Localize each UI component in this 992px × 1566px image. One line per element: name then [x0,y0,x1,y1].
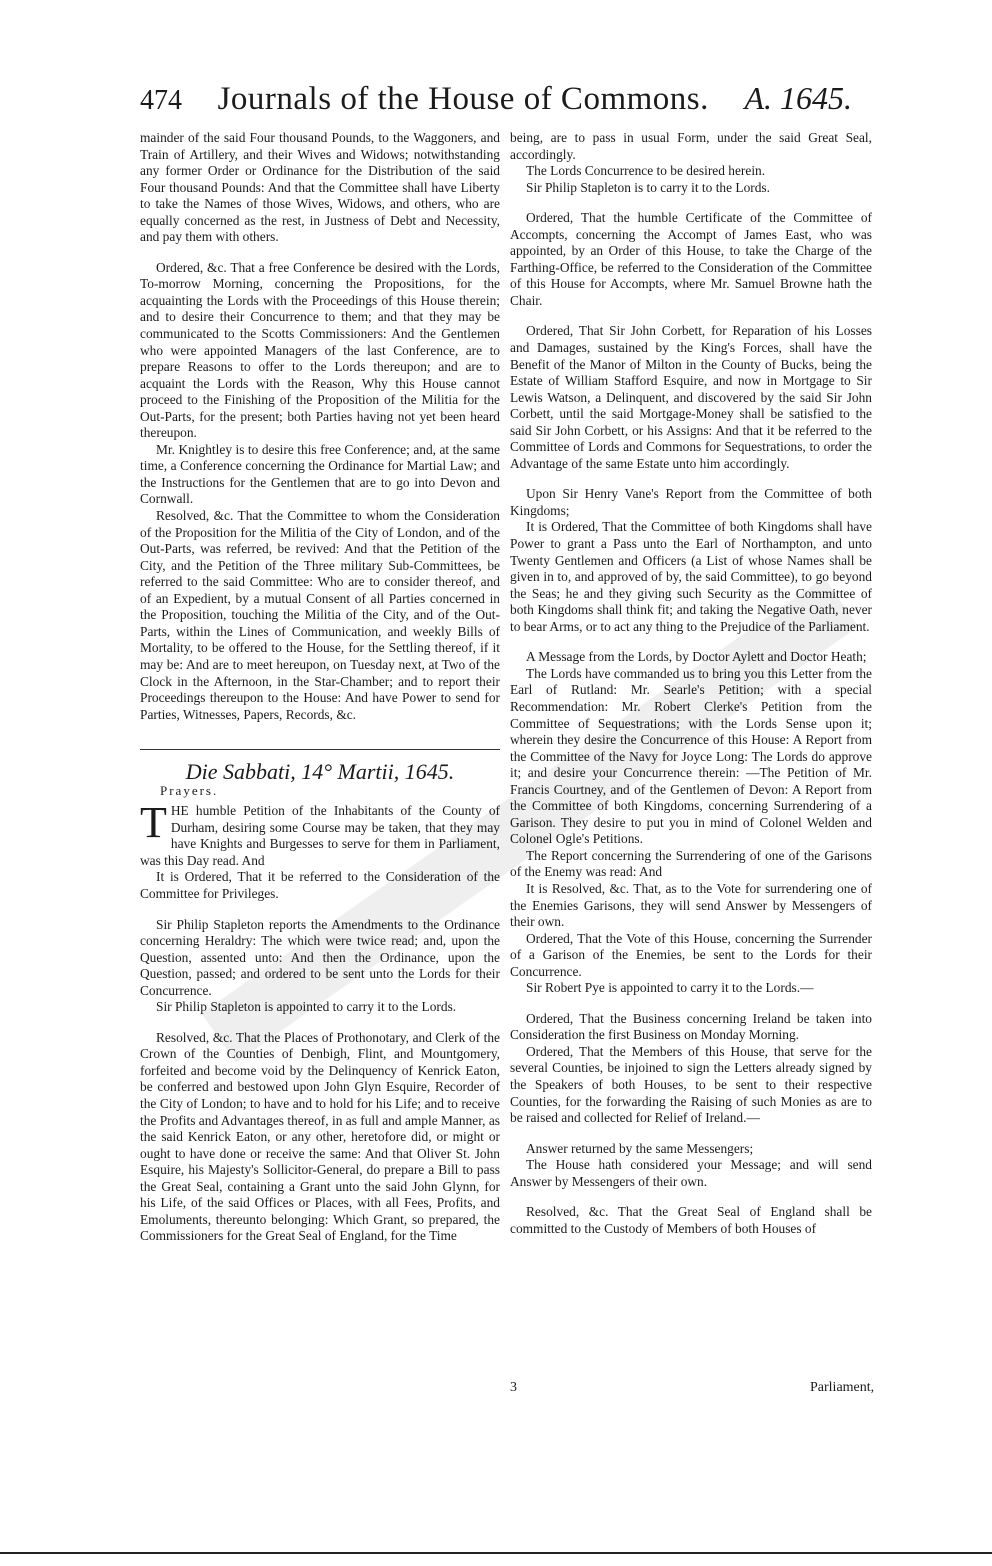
page-bottom-rule [0,1552,992,1554]
paragraph: Ordered, That the Business concerning Ireland be taken into Consideration the first Business on Monday Morning. [510,1010,872,1043]
paragraph: mainder of the said Four thousand Pounds, to the Waggoners, and Train of Artillery, and their Wives and Widows; notwithstanding any former Order or Ordinance for the Distribution of the said Four thousand Pounds: And that the Committee shall have Liberty to take the Names of those Wives, Widows, and others, who are equally concerned as the rest, in Justness of Debt and Necessity, and pay them with others. [140,130,500,245]
paragraph: The Report concerning the Surrendering of one of the Garisons of the Enemy was read: And [510,847,872,880]
paragraph: Answer returned by the same Messengers; [526,1140,754,1156]
paragraph: Sir Philip Stapleton is appointed to carry it to the Lords. [156,999,457,1015]
paragraph: The House hath considered your Message; and will send Answer by Messengers of their own. [510,1157,872,1189]
paragraph: Ordered, That the Members of this House, that serve for the several Counties, be injoined to sign the Letters already signed by the Speakers of both Houses, to be sent to their respective Counties, for the forwarding the Raising of such Monies as are to be raised and collected for Relief of Ireland.— [510,1043,872,1126]
paragraph: Sir Philip Stapleton reports the Amendments to the Ordinance concerning Heraldry: The which were twice read; and, upon the Question, assented unto: And then the Ordinance, upon the Question, passed; and ordered to be sent unto the Lords for their Concurrence. [140,916,500,998]
paragraph: It is Resolved, &c. That, as to the Vote for surrendering one of the Enemies Garisons, they will send Answer by Messengers of their own. [510,880,872,930]
paragraph: The Lords Concurrence to be desired herein. [526,163,766,179]
year-heading: A. 1645. [744,80,852,116]
signature-mark: 3 [510,1380,517,1395]
section-divider [140,749,500,750]
drop-cap: T [140,798,167,848]
paragraph: A Message from the Lords, by Doctor Aylett and Doctor Heath; [526,649,867,665]
sitting-date-heading: Die Sabbati, 14° Martii, 1645. [185,759,455,785]
paragraph: Resolved, &c. That the Places of Prothonotary, and Clerk of the Crown of the Counties of Denbigh, Flint, and Mountgomery, forfeited and become void by the Delinquency of Kenrick Eaton, be conferred and bestowed upon John Glyn Esquire, Recorder of the City of London; to have and to hold for his Life; and to receive the Profits and Advantages thereof, in as full and ample Manner, as the said Kenrick Eaton, or any other, heretofore did, or might or ought to have done or receive the same: And that Oliver St. John Esquire, his Majesty's Sollicitor-General, do prepare a Bill to pass the Great Seal, containing a Grant unto the said John Glynn, for his Life, of the said Offices or Places, with all Fees, Profits, and Emoluments, thereunto belonging: Which Grant, so prepared, the Commissioners for the Great Seal of England, for the Time [140,1029,500,1244]
paragraph: Mr. Knightley is to desire this free Conference; and, at the same time, a Conference concerning the Ordinance for Martial Law; and the Instructions for the Gentlemen that are to go into Devon and Cornwall. [140,441,500,507]
paragraph [140,798,500,869]
paragraph: Sir Robert Pye is appointed to carry it to the Lords.— [526,980,814,996]
paragraph: Ordered, &c. That a free Conference be desired with the Lords, To-morrow Morning, concerning the Propositions, for the acquainting the Lords with the Proceedings of this House therein; and to desire their Concurrence to them; and that they may be communicated to the Scotts Commissioners: And the Gentlemen who were appointed Managers of the last Conference, are to prepare Reasons to offer to the Lords thereupon; and are to acquaint the Lords with the Reason, Why this House cannot proceed to the Finishing of the Proposition of the Militia for the Out-Parts, for the present; both Parties having not yet been heard thereupon. [140,259,500,441]
paragraph-text: HE humble Petition of the Inhabitants of the County of Durham, desiring some Course may be taken, that they may have Knights and Burgesses to serve for them in Parliament, was this Day read. And [140,803,500,868]
paragraph: Upon Sir Henry Vane's Report from the Committee of both Kingdoms; [510,486,872,518]
left-column [140,130,500,1245]
running-title: Journals of the House of Commons. [217,81,709,117]
paragraph: Ordered, That the Vote of this House, concerning the Surrender of a Garison of the Enemies, be sent to the Lords for their Concurrence. [510,930,872,979]
paragraph: It is Ordered, That it be referred to the Consideration of the Committee for Privileges. [140,869,500,901]
paragraph: Resolved, &c. That the Committee to whom the Consideration of the Proposition for the Militia of the City of London, and of the Out-Parts, was referred, be revived: And that the Petition of the City, and the Petition of the Three military Sub-Committees, be referred to the said Committee: Who are to consider thereof, and of an Expedient, by a mutual Consent of all Parties concerned in the Proposition, touching the Militia of the City, and of the Out-Parts, within the Lines of Communication, and weekly Bills of Mortality, to be offered to the House, for the Settling thereof, if it may be: And are to meet hereupon, on Tuesday next, at Two of the Clock in the Afternoon, in the Star-Chamber; and to report their Proceedings thereupon to the House: And have Power to send for Parties, Witnesses, Papers, Records, &c. [140,508,500,722]
paragraph: Ordered, That the humble Certificate of the Committee of Accompts, concerning the Accompt of James East, who was appointed, by an Order of this House, to take the Charge of the Farthing-Office, be referred to the Consideration of the Committee of this House for Accompts, where Mr. Samuel Browne hath the Chair. [510,210,872,308]
paragraph: being, are to pass in usual Form, under the said Great Seal, accordingly. [510,130,872,162]
right-column [510,130,872,1237]
paragraph: Resolved, &c. That the Great Seal of England shall be committed to the Custody of Members of both Houses of [510,1204,872,1236]
paragraph: Sir Philip Stapleton is to carry it to the Lords. [526,179,770,195]
catchword: Parliament, [810,1380,875,1395]
prayers-heading: Prayers. [160,782,219,798]
page-header [140,80,852,124]
page-number: 474 [140,85,182,116]
paragraph: The Lords have commanded us to bring you this Letter from the Earl of Rutland: Mr. Searle's Petition; with a special Recommendation: Mr. Robert Clerke's Petition from the Committee of Sequestrations; with the Lords Sense upon it; wherein they desire the Concurrence of this House: A Report from the Committee of the Navy for Joyce Long: The Lords do approve it; and desire your Concurrence therein: —The Petition of Mr. Francis Courtney, and of the Gentlemen of Devon: A Report from the Committee of both Kingdoms, concerning Surrendering of a Garison. They desire to put you in mind of Colonel Welden and Colonel Ogle's Petitions. [510,665,872,847]
paragraph: Ordered, That Sir John Corbett, for Reparation of his Losses and Damages, sustained by the King's Forces, shall have the Benefit of the Manor of Milton in the County of Bucks, being the Estate of William Stafford Esquire, and now in Mortgage to Sir Lewis Watson, a Delinquent, and discovered by the said Sir John Corbett, until the said Mortgage-Money shall be satisfied to the said Sir John Corbett, or his Assigns: And that it be referred to the Committee of Lords and Commons for Sequestrations, to order the Advantage of the same Estate unto him accordingly. [510,323,872,471]
paragraph: It is Ordered, That the Committee of both Kingdoms shall have Power to grant a Pass unto the Earl of Northampton, and unto Twenty Gentlemen and Officers (a List of whose Names shall be given in to, and approved of by, the said Committee), to go beyond the Seas; he and they giving such Security as the Committee of both Kingdoms shall think fit; and taking the Negative Oath, never to bear Arms, or to act any thing to the Prejudice of the Parliament. [510,519,872,634]
